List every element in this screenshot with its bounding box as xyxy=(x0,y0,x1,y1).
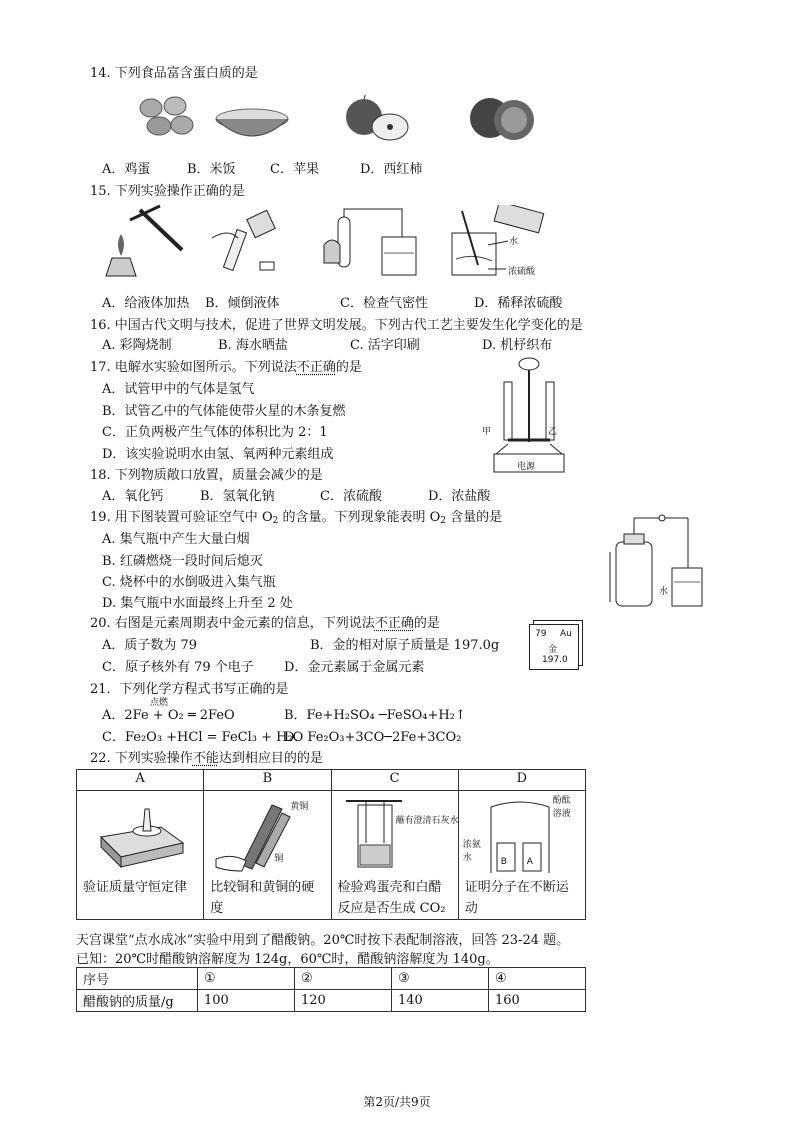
airtightness-check-image xyxy=(318,205,418,281)
element-name: 金 xyxy=(548,645,558,655)
q19-option-b: B. 红磷燃烧一段时间后熄灭 xyxy=(102,554,263,569)
q18-option-d: D．浓盐酸 xyxy=(428,489,491,504)
q22-cell-b xyxy=(204,791,331,920)
q20-option-a: A．质子数为 79 xyxy=(102,638,198,653)
q22-caption-b: 比较铜和黄铜的硬度 xyxy=(210,880,315,916)
table-cell: 160 xyxy=(489,990,586,1012)
rice-image xyxy=(212,105,292,143)
q17-stem: 17. 电解水实验如图所示。下列说法不正确的是 xyxy=(90,360,362,375)
heating-liquid-image xyxy=(100,200,190,280)
q22-stem: 22. 下列实验操作不能达到相应目的的是 xyxy=(90,751,323,766)
q16-option-d: D. 机杼织布 xyxy=(482,338,553,353)
tomato-image xyxy=(468,94,538,142)
q18-option-b: B．氢氧化钠 xyxy=(200,489,275,504)
q22-header-b: B xyxy=(204,770,331,791)
q21-option-b: B．Fe+H₂SO₄ ─FeSO₄+H₂↑ xyxy=(284,708,466,723)
q21-option-d: D．Fe₂O₃+3CO─2Fe+3CO₂ xyxy=(284,730,462,745)
q17-option-a: A．试管甲中的气体是氢气 xyxy=(102,382,255,397)
q16-option-b: B. 海水晒盐 xyxy=(218,338,288,353)
table-cell: ② xyxy=(295,968,392,990)
q17-option-d: D．该实验说明水由氢、氧两种元素组成 xyxy=(102,447,334,462)
limewater-test-image xyxy=(340,795,410,873)
ammonia-label: 浓氨水 xyxy=(462,840,481,863)
q22-cell-d xyxy=(458,791,585,920)
table-row xyxy=(77,990,586,1012)
gold-element-cell xyxy=(529,624,579,670)
table-cell: ③ xyxy=(392,968,489,990)
page-footer: 第2页/共9页 xyxy=(363,1095,431,1109)
q15-option-c: C．检查气密性 xyxy=(340,296,428,311)
q14-option-c: C．苹果 xyxy=(270,162,319,177)
q22-table xyxy=(76,769,586,920)
q17-option-c: C．正负两极产生气体的体积比为 2：1 xyxy=(102,425,328,440)
apple-image xyxy=(344,95,410,145)
pouring-liquid-image xyxy=(208,208,278,278)
egg-image xyxy=(135,92,195,140)
air-oxygen-apparatus-image xyxy=(596,512,706,612)
element-symbol: Au xyxy=(560,629,572,639)
atomic-number: 79 xyxy=(535,629,547,639)
q21-option-a: A．2Fe + O₂ ═ 2FeO xyxy=(102,708,235,723)
q20-option-c: C．原子核外有 79 个电子 xyxy=(102,660,254,675)
tube-jia-label: 甲 xyxy=(482,427,492,437)
table-cell: 120 xyxy=(295,990,392,1012)
q15-water-label: 水 xyxy=(509,237,519,247)
q22-header-c: C xyxy=(331,770,458,791)
diluting-acid-image xyxy=(448,205,558,281)
q20-emphasis: 不正确 xyxy=(374,616,414,631)
sodium-acetate-table xyxy=(76,967,586,1012)
q19-option-a: A. 集气瓶中产生大量白烟 xyxy=(102,532,250,547)
brass-label: 黄铜 xyxy=(290,802,309,812)
q17-option-b: B．试管乙中的气体能使带火星的木条复燃 xyxy=(102,404,346,419)
q22-header-d: D xyxy=(458,770,585,791)
tube-yi-label: 乙 xyxy=(548,427,558,437)
q21-condition: 点燃 xyxy=(150,698,169,708)
q15-option-d: D．稀释浓硫酸 xyxy=(474,296,563,311)
q16-option-c: C. 活字印刷 xyxy=(350,338,420,353)
q15-acid-label: 浓硫酸 xyxy=(508,267,536,277)
balance-image xyxy=(91,797,191,873)
q18-stem: 18. 下列物质敞口放置，质量会减少的是 xyxy=(90,468,323,483)
q19-option-d: D. 集气瓶中水面最终上升至 2 处 xyxy=(102,596,293,611)
table-cell: 序号 xyxy=(77,968,198,990)
q22-caption-a: 验证质量守恒定律 xyxy=(83,880,188,895)
q16-stem: 16. 中国古代文明与技术，促进了世界文明发展。下列古代工艺主要发生化学变化的是 xyxy=(90,318,583,333)
q21-stem: 21．下列化学方程式书写正确的是 xyxy=(90,682,289,697)
q18-option-c: C．浓硫酸 xyxy=(320,489,382,504)
intro-line1: 天宫课堂“点水成冰”实验中用到了醋酸钠。20℃时按下表配制溶液，回答 23-24 题。 xyxy=(76,933,570,948)
table-cell: 醋酸钠的质量/g xyxy=(77,990,198,1012)
q18-option-a: A．氧化钙 xyxy=(102,489,164,504)
q19-stem: 19. 用下图装置可验证空气中 $O_2$ 的含量。下列现象能表明 $O_2$ 含量的是 xyxy=(90,510,503,526)
q16-option-a: A. 彩陶烧制 xyxy=(102,338,172,353)
q15-stem: 15. 下列实验操作正确的是 xyxy=(90,184,245,199)
q15-option-a: A．给液体加热 xyxy=(102,296,190,311)
q14-option-b: B．米饭 xyxy=(187,162,236,177)
q20-option-b: B．金的相对原子质量是 197.0g xyxy=(310,638,500,653)
q17-emphasis: 不正确 xyxy=(296,360,336,375)
q14-stem: 14. 下列食品富含蛋白质的是 xyxy=(90,66,258,81)
table-cell: 100 xyxy=(198,990,295,1012)
q22-caption-d: 证明分子在不断运动 xyxy=(464,880,569,916)
limewater-label: 蘸有澄清石灰水 xyxy=(395,816,459,826)
copper-label: 铜 xyxy=(274,854,284,864)
table-cell: 140 xyxy=(392,990,489,1012)
table-cell: ④ xyxy=(489,968,586,990)
molecule-motion-image xyxy=(485,799,555,875)
q22-cell-a xyxy=(77,791,204,920)
q20-stem: 20. 右图是元素周期表中金元素的信息，下列说法不正确的是 xyxy=(90,616,440,631)
q19-option-c: C. 烧杯中的水倒吸进入集气瓶 xyxy=(102,575,276,590)
atomic-mass: 197.0 xyxy=(542,655,568,665)
q22-header-a: A xyxy=(77,770,204,791)
phenolphthalein-label: 酚酞溶液 xyxy=(552,796,571,819)
intro-line2: 已知：20℃时醋酸钠溶解度为 124g，60℃时，醋酸钠溶解度为 140g。 xyxy=(76,952,499,967)
q14-option-a: A．鸡蛋 xyxy=(102,162,151,177)
q22-caption-c: 检验鸡蛋壳和白醋反应是否生成 CO₂ xyxy=(337,880,446,916)
q22-emphasis: 不能 xyxy=(192,751,219,766)
q19-water-label: 水 xyxy=(659,587,669,597)
q21-option-c: C．Fe₂O₃ +HCl = FeCl₃ + H₂O xyxy=(102,730,304,745)
q15-option-b: B．倾倒液体 xyxy=(205,296,280,311)
q14-option-d: D．西红柿 xyxy=(360,162,423,177)
table-cell: ① xyxy=(198,968,295,990)
beaker-b-label: B xyxy=(500,857,507,867)
q22-cell-c xyxy=(331,791,458,920)
q20-option-d: D．金元素属于金属元素 xyxy=(284,660,425,675)
beaker-a-label: A xyxy=(526,857,533,867)
table-row xyxy=(77,968,586,990)
power-label: 电源 xyxy=(517,462,536,472)
